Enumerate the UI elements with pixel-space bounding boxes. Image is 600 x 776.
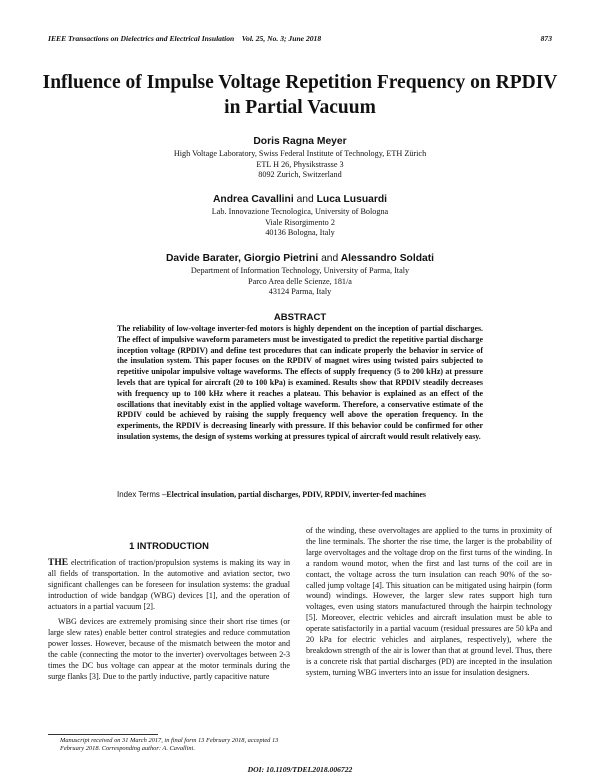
- drop-cap: THE: [48, 557, 69, 568]
- affiliation-line: 40136 Bologna, Italy: [265, 228, 335, 238]
- page-number: 873: [540, 34, 552, 43]
- author-block-2: [40, 193, 560, 239]
- section-heading: 1 INTRODUCTION: [129, 540, 209, 551]
- index-terms-text: Electrical insulation, partial discharges, PDIV, RPDIV, inverter-fed machines: [166, 490, 426, 499]
- intro-paragraph-3: of the winding, these overvoltages are applied to the turns in proximity of the line terminals. The shorter the rise time, the larger is the probability of large overvoltages and the voltage drop on the first turns of the winding. In a random wound motor, when the first and last turns of the coil are in contact, the voltage across the turn insulation can reach 90% of the so-called jump voltage [4]. This situation can be mitigated using hairpin (form wound) windings. However, the larger slew rates support high turn voltages, even using stators manufactured through the hairpin technology [5]. Moreover, electric vehicles and aircraft insulation must be able to operate satisfactorily in a partial vacuum (residual pressures are 50 kPa and 20 kPa for electric vehicles and airplanes, respectively), where the breakdown strength of the air is lower than that at ground level. Thus, there is a concrete risk that partial discharges (PD) are incepted in the insulation system, turning WBG inverters into an issue for insulation designers.: [306, 526, 552, 677]
- abstract-text: The reliability of low-voltage inverter-fed motors is highly dependent on the inception of partial discharges. The effect of impulsive waveform parameters must be investigated to predict the repetitive partial discharge inception voltage (RPDIV) and define test procedures that can indicate properly the behavior in service of the insulation system. This paper focuses on the RPDIV of magnet wires using twisted pairs subjected to repetitive unipolar impulsive voltage waveforms. The effects of supply frequency (5 to 200 kHz) at pressure levels that are typical for aircraft (20 to 100 kPa) is examined. Results show that RPDIV steadily decreases with frequency up to 100 kHz where it reaches a plateau. This behavior is explained as an effect of the oscillations that inevitably exist in the applied voltage waveform. Therefore, a conservative estimate of the RPDIV could be achieved by raising the supply frequency well above the operation frequency. In the experiments, the RPDIV is decreasing linearly with pressure. If this behavior could be confirmed for other insulation systems, the design of systems working at pressures typical of aircraft would result relatively easy.: [117, 324, 483, 441]
- running-header: [48, 34, 552, 46]
- right-column: [306, 526, 552, 684]
- author-block-1: [40, 135, 560, 181]
- affiliation-line: ETL H 26, Physikstrasse 3: [256, 159, 344, 169]
- affiliation-line: Viale Risorgimento 2: [265, 217, 335, 227]
- abstract-heading: ABSTRACT: [273, 312, 327, 323]
- intro-paragraph-2: WBG devices are extremely promising since their short rise times (or large slew rates) enable better control strategies and reduce commutation power losses. However, because of the mismatch between the motor and the cable (connecting the motor to the inverter) overvoltages between 2-3 times the DC bus voltage can appear at the motor terminals during the surge flanks [3]. Due to the partly inductive, partly capacitive nature: [48, 617, 290, 681]
- author-names: Davide Barater, Giorgio Pietrini and Alessandro Soldati: [165, 253, 435, 264]
- journal-info: IEEE Transactions on Dielectrics and Electrical Insulation Vol. 25, No. 3; June 2018: [48, 34, 322, 43]
- author-names: Doris Ragna Meyer: [253, 136, 347, 147]
- intro-paragraph-1: THE electrification of traction/propulsion systems is making its way in all fields of transportation. In the automotive and aviation sector, two significant challenges can be foreseen for insulation systems: the gradual introduction of wide bandgap (WBG) devices [1], and the operation of actuators in a partial vacuum [2].: [48, 557, 290, 611]
- affiliation-line: Lab. Innovazione Tecnologica, University of Bologna: [211, 207, 389, 216]
- affiliation-line: Parco Area delle Scienze, 181/a: [248, 276, 352, 286]
- author-block-3: [40, 252, 560, 298]
- affiliation-line: High Voltage Laboratory, Swiss Federal Institute of Technology, ETH Zürich: [173, 149, 427, 158]
- index-terms-label: Index Terms –: [117, 490, 167, 499]
- paper-title: Influence of Impulse Voltage Repetition Frequency on RPDIV in Partial Vacuum: [42, 72, 558, 118]
- affiliation-line: 8092 Zurich, Switzerland: [258, 170, 342, 180]
- affiliation-line: Department of Information Technology, University of Parma, Italy: [190, 266, 410, 275]
- doi: DOI: 10.1109/TDEI.2018.006722: [247, 765, 353, 774]
- index-terms: [117, 489, 483, 500]
- footnote-rule: [48, 734, 158, 735]
- footnote: Manuscript received on 31 March 2017, in final form 13 February 2018, accepted 13 February 2018. Corresponding author: A. Cavallini.: [60, 737, 279, 753]
- left-column: [48, 541, 290, 688]
- affiliation-line: 43124 Parma, Italy: [268, 287, 332, 297]
- author-names: Andrea Cavallini and Luca Lusuardi: [213, 194, 387, 205]
